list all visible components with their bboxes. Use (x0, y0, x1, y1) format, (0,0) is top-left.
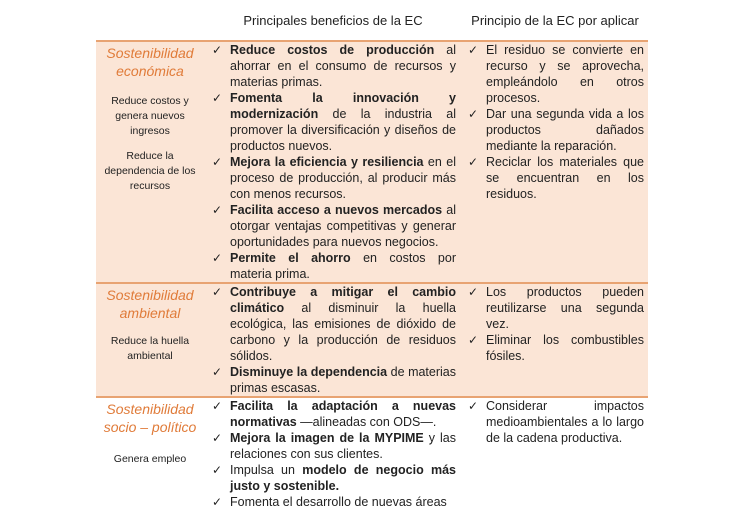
principle-item (464, 106, 644, 154)
benefit-text: en el proceso de producción, al producir más con menos recursos. (230, 155, 456, 201)
benefits-list (208, 398, 456, 510)
benefit-text: de la industria al promover la diversificación y diseños de productos nuevos. (230, 107, 456, 153)
header-row (96, 0, 648, 41)
check-icon: ✓ (212, 91, 223, 105)
check-icon: ✓ (212, 155, 223, 169)
check-icon: ✓ (212, 251, 223, 265)
check-icon: ✓ (212, 43, 223, 57)
benefit-item (208, 250, 456, 282)
dimension-cell (96, 41, 204, 283)
principles-cell (462, 283, 648, 397)
benefit-text: de materias primas escasas. (230, 365, 456, 395)
principle-item (464, 398, 644, 446)
check-icon: ✓ (468, 43, 479, 57)
principles-list (464, 398, 644, 446)
principle-text: Eliminar los combustibles fósiles. (486, 333, 644, 363)
check-icon: ✓ (468, 333, 479, 347)
dimension-title: Sostenibilidad socio – político (103, 401, 197, 435)
dimension-title: Sostenibilidad económica (106, 45, 194, 79)
section-row-socio-political (96, 397, 648, 510)
benefit-bold: Mejora la eficiencia y resiliencia (230, 155, 424, 169)
header-blank (96, 0, 204, 41)
principles-list (464, 284, 644, 364)
principle-text: Dar una segunda vida a los productos dañados mediante la reparación. (486, 107, 644, 153)
benefit-item (208, 202, 456, 250)
benefits-cell (204, 283, 462, 397)
benefit-bold: Disminuye la dependencia (230, 365, 388, 379)
check-icon: ✓ (468, 155, 479, 169)
benefit-item (208, 462, 456, 494)
principles-list (464, 42, 644, 202)
check-icon: ✓ (212, 285, 223, 299)
benefit-bold: modelo de negocio más justo y sostenible. (230, 463, 456, 493)
benefit-text: Fomenta el desarrollo de nuevas áreas (230, 495, 447, 509)
section-row-environmental (96, 283, 648, 397)
principle-item (464, 332, 644, 364)
benefit-text: al disminuir la huella ecológica, las emisiones de dióxido de carbono y la producción de residuos sólidos. (230, 301, 456, 363)
benefits-list (208, 284, 456, 396)
check-icon: ✓ (468, 107, 479, 121)
benefit-text: al otorgar ventajas competitivas y generar oportunidades para nuevos negocios. (230, 203, 456, 249)
check-icon: ✓ (468, 399, 479, 413)
principle-item (464, 42, 644, 106)
benefits-cell (204, 41, 462, 283)
principle-text: El residuo se convierte en recurso y se aprovecha, empleándolo en otros procesos. (486, 43, 644, 105)
principles-cell (462, 41, 648, 283)
benefit-bold: Permite el ahorro (230, 251, 351, 265)
benefit-item (208, 494, 456, 510)
benefit-bold: Facilita la adaptación a nuevas normativas (230, 399, 456, 429)
principle-item (464, 154, 644, 202)
dimension-subtitle: Reduce la huella ambiental (110, 335, 190, 362)
dimension-subtitle: Reduce la dependencia de los recursos (104, 150, 196, 192)
benefit-bold: Contribuye a mitigar el cambio climático (230, 285, 456, 315)
principle-item (464, 284, 644, 332)
benefit-item (208, 284, 456, 364)
principle-text: Los productos pueden reutilizarse una segunda vez. (486, 285, 644, 331)
benefit-bold: Reduce costos de producción (230, 43, 435, 57)
check-icon: ✓ (468, 285, 479, 299)
header-benefits: Principales beneficios de la EC (204, 0, 462, 41)
check-icon: ✓ (212, 495, 223, 509)
header-principles: Principio de la EC por aplicar (462, 0, 648, 41)
check-icon: ✓ (212, 399, 223, 413)
section-row-economic (96, 41, 648, 283)
principle-text: Considerar impactos medioambientales a lo largo de la cadena productiva. (486, 399, 644, 445)
benefit-item (208, 90, 456, 154)
benefit-item (208, 430, 456, 462)
dimension-title: Sostenibilidad ambiental (106, 287, 194, 321)
benefits-list (208, 42, 456, 282)
benefit-bold: Fomenta la innovación y modernización (230, 91, 456, 121)
dimension-cell (96, 283, 204, 397)
benefit-text: al ahorrar en el consumo de recursos y materias primas. (230, 43, 456, 89)
check-icon: ✓ (212, 463, 223, 477)
benefit-item (208, 154, 456, 202)
check-icon: ✓ (212, 431, 223, 445)
benefit-pre: Impulsa un (230, 463, 303, 477)
benefit-item (208, 398, 456, 430)
benefit-bold: Mejora la imagen de la MYPIME (230, 431, 424, 445)
benefit-item (208, 42, 456, 90)
circular-economy-table (96, 0, 648, 510)
benefits-cell (204, 397, 462, 510)
benefits-table-wrapper (96, 0, 648, 509)
benefit-bold: Facilita acceso a nuevos mercados (230, 203, 443, 217)
check-icon: ✓ (212, 203, 223, 217)
benefit-text: y las relaciones con sus clientes. (230, 431, 456, 461)
dimension-subtitle: Genera empleo (113, 453, 187, 465)
benefit-item (208, 364, 456, 396)
check-icon: ✓ (212, 365, 223, 379)
benefit-text: —alineadas con ODS—. (296, 415, 437, 429)
dimension-subtitle: Reduce costos y genera nuevos ingresos (111, 95, 189, 137)
principle-text: Reciclar los materiales que se encuentran en los residuos. (486, 155, 644, 201)
dimension-cell (96, 397, 204, 510)
benefit-text: en costos por materia prima. (230, 251, 456, 281)
principles-cell (462, 397, 648, 510)
